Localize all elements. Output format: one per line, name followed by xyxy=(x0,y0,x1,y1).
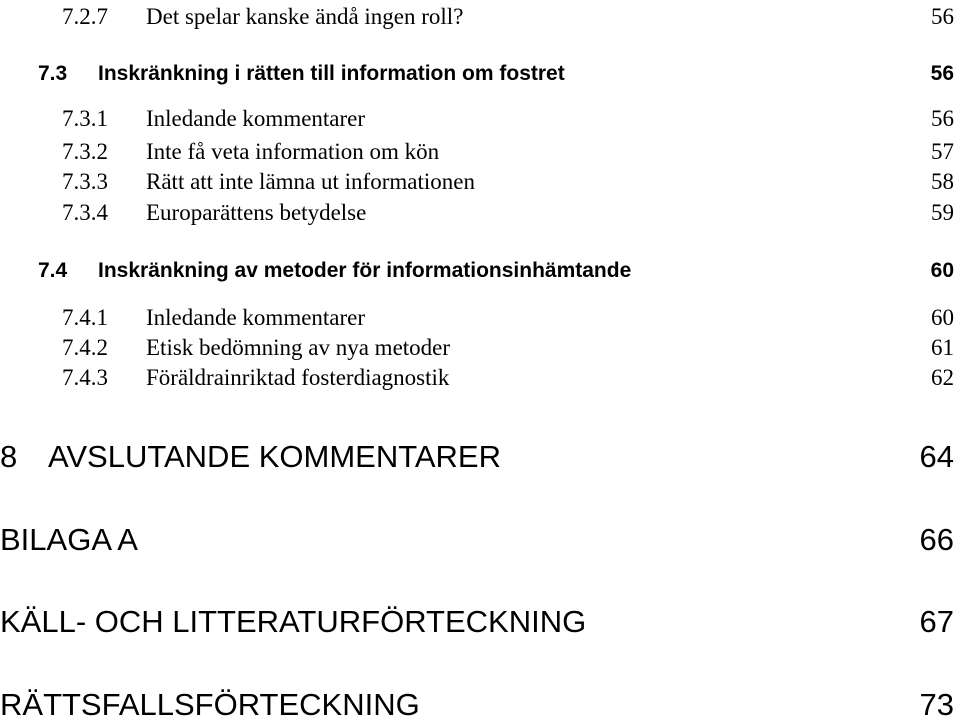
toc-entry-rattsfallsforteckning xyxy=(0,686,960,724)
toc-entry-title: AVSLUTANDE KOMMENTARER xyxy=(48,439,501,474)
toc-entry-title: Etisk bedömning av nya metoder xyxy=(146,335,451,360)
toc-entry-number: 7.2.7 xyxy=(62,4,108,29)
toc-entry-title: Det spelar kanske ändå ingen roll? xyxy=(146,4,464,29)
toc-entry-title: Föräldrainriktad fosterdiagnostik xyxy=(146,365,450,390)
toc-entry-7-3-1 xyxy=(0,105,960,133)
toc-entry-number: 7.3 xyxy=(38,62,68,85)
toc-entry-page: 60 xyxy=(930,259,954,282)
toc-entry-number: 7.3.1 xyxy=(62,106,108,131)
toc-entry-title: Rätt att inte lämna ut informationen xyxy=(146,169,475,194)
toc-entry-title: RÄTTSFALLSFÖRTECKNING xyxy=(0,687,420,722)
toc-entry-7-3-4 xyxy=(0,199,960,227)
toc-entry-title: Inledande kommentarer xyxy=(146,305,366,330)
toc-entry-7-3 xyxy=(0,59,960,89)
toc-entry-page: 62 xyxy=(931,365,954,390)
toc-entry-7-4-2 xyxy=(0,334,960,362)
toc-entry-page: 56 xyxy=(931,4,954,29)
toc-entry-number: 7.3.3 xyxy=(62,169,108,194)
toc-entry-page: 73 xyxy=(919,687,954,722)
toc-entry-7-4-1 xyxy=(0,304,960,332)
toc-entry-7-4 xyxy=(0,256,960,286)
toc-entry-number: 7.4.3 xyxy=(62,365,108,390)
toc-entry-title: Inte få veta information om kön xyxy=(146,139,440,164)
toc-entry-7-3-3 xyxy=(0,168,960,196)
toc-entry-page: 56 xyxy=(931,106,954,131)
toc-entry-page: 67 xyxy=(919,604,954,639)
toc-entry-bilaga-a xyxy=(0,521,960,559)
toc-entry-title: KÄLL- OCH LITTERATURFÖRTECKNING xyxy=(0,604,587,639)
toc-entry-number: 7.3.4 xyxy=(62,200,108,225)
toc-entry-title: Europarättens betydelse xyxy=(146,200,367,225)
toc-entry-kall-och-litteraturforteckning xyxy=(0,603,960,641)
toc-entry-number: 7.3.2 xyxy=(62,139,108,164)
toc-entry-page: 58 xyxy=(931,169,954,194)
toc-entry-number: 7.4.1 xyxy=(62,305,108,330)
toc-entry-7-2-7 xyxy=(0,3,960,31)
toc-entry-number: 7.4 xyxy=(38,259,68,282)
toc-entry-8 xyxy=(0,438,960,476)
toc-entry-page: 66 xyxy=(919,522,954,557)
toc-entry-page: 61 xyxy=(931,335,954,360)
toc-entry-page: 64 xyxy=(919,439,954,474)
toc-entry-number: 8 xyxy=(0,439,18,474)
toc-entry-page: 57 xyxy=(931,139,954,164)
toc-entry-title: Inskränkning i rätten till information om fostret xyxy=(98,62,565,85)
toc-entry-page: 56 xyxy=(930,62,954,85)
toc-entry-title: Inskränkning av metoder för informationsinhämtande xyxy=(98,259,632,282)
toc-entry-number: 7.4.2 xyxy=(62,335,108,360)
toc-entry-title: BILAGA A xyxy=(0,522,138,557)
toc-entry-page: 60 xyxy=(931,305,954,330)
toc-entry-title: Inledande kommentarer xyxy=(146,106,366,131)
toc-entry-page: 59 xyxy=(931,200,954,225)
toc-entry-7-4-3 xyxy=(0,364,960,392)
toc-entry-7-3-2 xyxy=(0,138,960,166)
